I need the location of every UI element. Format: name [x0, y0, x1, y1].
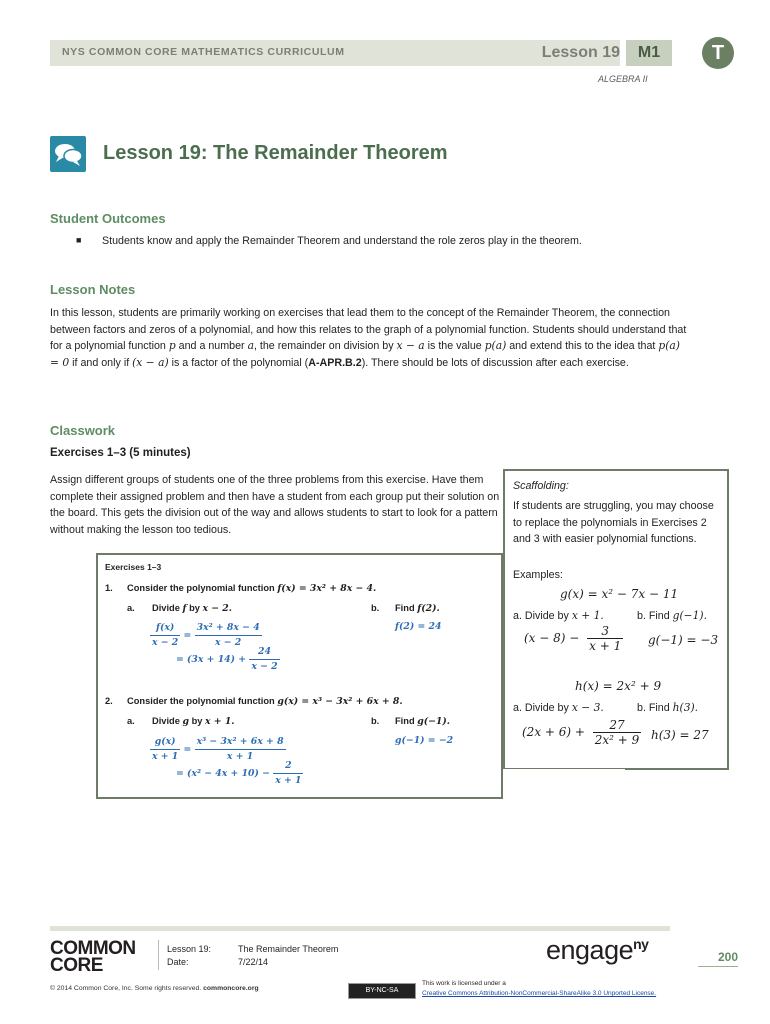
g-definition: g(x) = x² − 7x − 11 — [560, 587, 679, 601]
exercise-2b-prompt: Find g(−1). — [395, 716, 450, 727]
footer-lesson-value: The Remainder Theorem — [238, 944, 339, 954]
engageny-logo: engage$^{ny}$ — [546, 935, 649, 965]
g-answer-a: (x − 8) − $\frac{3}{x + 1}$ — [524, 624, 622, 653]
examples-label: Examples: — [513, 569, 563, 581]
exercises-heading: Exercises 1–3 (5 minutes) — [50, 447, 191, 459]
g-answer-b: g(−1) = −3 — [648, 633, 719, 647]
exercise-1b-answer: f(2) = 24 — [395, 621, 442, 632]
g-part-a: a. Divide by x + 1. — [513, 609, 604, 622]
exercise-1b-prompt: Find f(2). — [395, 603, 440, 614]
student-outcomes-heading: Student Outcomes — [50, 211, 166, 226]
common-core-logo: COMMON CORE — [50, 938, 136, 976]
footer-date-label: Date: — [167, 957, 189, 967]
teacher-badge: T — [702, 37, 734, 69]
creative-commons-badge: BY-NC-SA — [348, 983, 416, 999]
exercise-box-title: Exercises 1–3 — [105, 562, 162, 572]
exercise-1a-prompt: Divide f by x − 2. — [152, 603, 233, 614]
standard-code: A-APR.B.2 — [308, 356, 362, 369]
lesson-title: Lesson 19: The Remainder Theorem — [103, 142, 448, 164]
bullet-icon: ■ — [76, 235, 82, 245]
footer-date-value: 7/22/14 — [238, 957, 269, 967]
exercise-1a-label: a. — [127, 603, 135, 613]
footer-divider — [158, 940, 159, 970]
commoncore-link[interactable]: commoncore.org — [203, 985, 259, 992]
exercise-2-number: 2. — [105, 696, 113, 706]
exercise-2b-label: b. — [371, 716, 380, 726]
discussion-icon — [50, 136, 86, 172]
page-number-underline — [698, 966, 738, 967]
footer-rule — [50, 926, 670, 931]
exercise-2a-label: a. — [127, 716, 135, 726]
g-part-b: b. Find g(−1). — [637, 609, 707, 622]
h-answer-a: (2x + 6) + $\frac{27}{\text{2x² + 9}}$ — [522, 718, 640, 747]
exercise-1-prompt: Consider the polynomial function f(x) = 3x² + 8x − 4. — [127, 583, 377, 594]
classwork-heading: Classwork — [50, 423, 116, 438]
exercise-2a-prompt: Divide g by x + 1. — [152, 716, 235, 727]
h-answer-b: h(3) = 27 — [651, 728, 709, 742]
license-link[interactable]: Creative Commons Attribution-NonCommercial-ShareAlike 3.0 Unported License. — [422, 990, 657, 997]
h-part-a: a. Divide by x − 3. — [513, 701, 604, 714]
course-name: ALGEBRA II — [598, 74, 648, 84]
exercises-intro: Assign different groups of students one of the three problems from this exercise. Have them complete their assigned problem and then have a student from each group put their solution on the board. This gets the division out of the way and allows students to start to look for a pattern without making the lesson too tedious. — [50, 474, 500, 536]
lesson-notes-text: In this lesson, students are primarily working on exercises that lead them to the concept of the Remainder Theorem, the connection between factors and zeros of a polynomial, and how this relates to the graph of a polynomial function. Students should understand that for a polynomial function p and a number a, the remainder on division by x − a is the value p(a) and extend this to the idea that p(a) = 0 if and only if (x − a) is a factor of the polynomial (A-APR.B.2). There should be lots of discussion after each exercise. — [50, 307, 687, 369]
exercise-1a-quotient: = (3x + 14) + $\frac{24}{x - 2}$ — [176, 646, 278, 672]
exercise-2a-answer: $\frac{g(x)}{x + 1}$ = $\frac{\text{x³ − 3x² + 6x + 8}}{x + 1}$ — [152, 736, 284, 762]
scaffolding-text: If students are struggling, you may choose to replace the polynomials in Exercises 2 and 3 with easier polynomial functions. — [513, 500, 714, 545]
scaffolding-border — [503, 768, 626, 769]
exercise-2-prompt: Consider the polynomial function g(x) = x³ − 3x² + 6x + 8. — [127, 696, 403, 707]
lesson-notes-heading: Lesson Notes — [50, 282, 136, 297]
h-part-b: b. Find h(3). — [637, 701, 699, 714]
exercise-1b-label: b. — [371, 603, 380, 613]
footer-lesson-label: Lesson 19: — [167, 944, 212, 954]
copyright: © 2014 Common Core, Inc. Some rights reserved. commoncore.org — [50, 985, 259, 992]
outcome-item: Students know and apply the Remainder Theorem and understand the role zeros play in the theorem. — [102, 235, 582, 247]
curriculum-title: NYS COMMON CORE MATHEMATICS CURRICULUM — [62, 46, 345, 58]
license-text: This work is licensed under a — [422, 980, 506, 987]
exercise-1-number: 1. — [105, 583, 113, 593]
scaffolding-border — [727, 469, 729, 769]
h-definition: h(x) = 2x² + 9 — [575, 679, 662, 693]
module-badge: M1 — [626, 40, 672, 66]
exercise-1a-answer: $\frac{f(x)}{x - 2}$ = $\frac{\text{3x² + 8x − 4}}{x - 2}$ — [152, 622, 260, 648]
lesson-label: Lesson 19 — [541, 44, 620, 61]
exercise-2b-answer: g(−1) = −2 — [395, 735, 454, 746]
page-number: 200 — [717, 950, 738, 964]
exercise-2a-quotient: = (x² − 4x + 10) − $\frac{2}{x + 1}$ — [176, 760, 302, 786]
scaffolding-heading: Scaffolding: — [513, 480, 569, 492]
scaffolding-border — [625, 768, 729, 770]
